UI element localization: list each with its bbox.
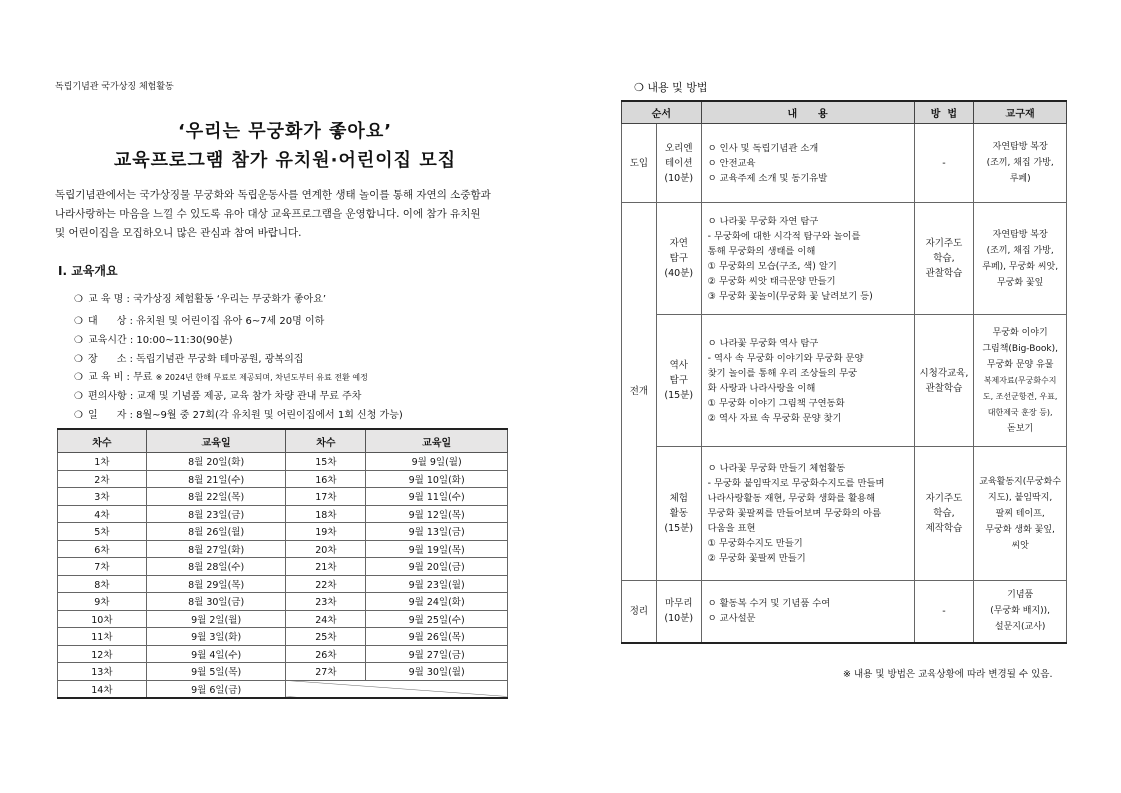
schedule-cell: 9월 19일(목) xyxy=(366,540,508,558)
schedule-cell: 9월 23일(월) xyxy=(366,575,508,593)
tool-line: 자연탐방 복장 xyxy=(992,229,1048,240)
schedule-cell: 26차 xyxy=(286,645,366,663)
page-title-line2: 교육프로그램 참가 유치원·어린이집 모집 xyxy=(113,150,457,171)
program-table xyxy=(621,100,1067,644)
overview-item-fee: ❍ 교 육 비 : 무료 ※ 2024년 한해 무료로 제공되며, 차년도부터 유료 전환 예정 xyxy=(74,372,368,383)
content-line: 나라사랑활동 재현, 무궁화 생화를 활용해 xyxy=(707,493,876,504)
schedule-cell: 9월 3일(화) xyxy=(146,628,286,646)
content-line: 무궁화 꽃팔찌를 만들어보며 무궁화의 아름 xyxy=(707,508,882,519)
schedule-cell: 8월 21일(수) xyxy=(146,470,286,488)
schedule-cell: 9월 10일(화) xyxy=(366,470,508,488)
schedule-cell: 9월 26일(목) xyxy=(366,628,508,646)
schedule-cell: 9차 xyxy=(58,593,147,611)
method-line: 관찰학습 xyxy=(925,382,963,394)
overview-item-name: ❍ 교 육 명 : 국가상징 체험활동 ‘우리는 무궁화가 좋아요’ xyxy=(74,294,327,305)
schedule-cell: 24차 xyxy=(286,610,366,628)
schedule-cell: 5차 xyxy=(58,523,147,541)
schedule-cell: 9월 2일(월) xyxy=(146,610,286,628)
tool-line: 돋보기 xyxy=(1007,423,1034,434)
overview-fee-note: ※ 2024년 한해 무료로 제공되며, 차년도부터 유료 전환 예정 xyxy=(155,373,368,382)
schedule-row xyxy=(58,505,508,523)
schedule-cell: 1차 xyxy=(58,453,147,471)
schedule-cell: 17차 xyxy=(286,488,366,506)
schedule-cell: 25차 xyxy=(286,628,366,646)
content-line: ① 무궁화의 모습(구조, 색) 알기 xyxy=(707,260,837,272)
program-method-cell xyxy=(914,581,974,643)
bullet-icon: ❍ xyxy=(74,372,83,383)
method-line: 시청각교육, xyxy=(919,367,969,379)
tool-line: 복제자료(무궁화수지 xyxy=(983,375,1057,385)
step-line: 활동 xyxy=(669,508,688,519)
section-heading-overview: Ⅰ. 교육개요 xyxy=(58,264,118,278)
content-line: ① 무궁화 이야기 그림책 구연동화 xyxy=(707,397,845,409)
step-line: (15분) xyxy=(664,390,694,401)
schedule-header-cell: 교육일 xyxy=(146,429,286,453)
overview-value: 국가상징 체험활동 ‘우리는 무궁화가 좋아요’ xyxy=(133,294,327,305)
overview-item-time: ❍ 교육시간 : 10:00~11:30(90분) xyxy=(74,335,233,346)
schedule-cell: 8월 29일(목) xyxy=(146,575,286,593)
intro-paragraph xyxy=(55,186,510,243)
overview-item-amenities: ❍ 편의사항 : 교재 및 기념품 제공, 교육 참가 차량 관내 무료 주차 xyxy=(74,391,362,402)
tool-line: 설문지(교사) xyxy=(994,622,1046,633)
content-line: ㅇ 안전교육 xyxy=(707,157,756,169)
schedule-cell: 8월 27일(화) xyxy=(146,540,286,558)
bullet-icon: ❍ xyxy=(74,316,83,327)
content-line: 통해 무궁화의 생태를 이해 xyxy=(707,245,816,257)
program-step-cell xyxy=(656,203,701,315)
step-line: 테이션 xyxy=(664,157,693,169)
overview-item-target: ❍ 대 상 : 유치원 및 어린이집 유아 6~7세 20명 이하 xyxy=(74,316,325,327)
schedule-header-cell: 차수 xyxy=(58,429,147,453)
schedule-cell: 16차 xyxy=(286,470,366,488)
tool-line: 팔찌 테이프, xyxy=(995,508,1045,519)
method-line: 학습, xyxy=(933,253,955,264)
content-line: - 무궁화에 대한 시각적 탐구와 놀이를 xyxy=(707,230,861,242)
program-header-row xyxy=(622,101,1067,124)
schedule-row xyxy=(58,523,508,541)
schedule-cell: 18차 xyxy=(286,505,366,523)
schedule-cell: 20차 xyxy=(286,540,366,558)
program-content-cell xyxy=(701,315,914,447)
program-method-cell xyxy=(914,203,974,315)
content-line: ② 무궁화 꽃팔찌 만들기 xyxy=(707,553,806,564)
schedule-cell: 9월 20일(금) xyxy=(366,558,508,576)
schedule-row xyxy=(58,645,508,663)
schedule-row xyxy=(58,680,508,698)
schedule-cell: 22차 xyxy=(286,575,366,593)
tool-line: 도, 조선군항견, 우표, xyxy=(982,391,1058,401)
schedule-cell: 8월 30일(금) xyxy=(146,593,286,611)
content-line: 다움을 표현 xyxy=(707,523,756,534)
content-line: ① 무궁화수지도 만들기 xyxy=(707,538,803,549)
schedule-cell: 2차 xyxy=(58,470,147,488)
schedule-cell: 8월 22일(목) xyxy=(146,488,286,506)
overview-value: 유치원 및 어린이집 유아 6~7세 20명 이하 xyxy=(136,316,325,327)
schedule-cell: 9월 25일(수) xyxy=(366,610,508,628)
method-line: 자기주도 xyxy=(925,493,963,504)
program-section-heading: ❍ 내용 및 방법 xyxy=(634,81,708,94)
program-step-cell xyxy=(656,315,701,447)
content-line: 찾기 놀이를 통해 우리 조상들의 무궁 xyxy=(707,367,858,379)
step-line: (15분) xyxy=(664,523,694,534)
tool-line: 교육활동지(무궁화수 xyxy=(979,476,1062,487)
program-content-cell xyxy=(701,124,914,203)
tool-line: 대한제국 훈장 등), xyxy=(987,407,1053,417)
step-line: 오리엔 xyxy=(664,142,693,154)
schedule-header-cell: 교육일 xyxy=(366,429,508,453)
tool-line: (조끼, 채집 가방, xyxy=(986,158,1054,168)
schedule-cell: 9월 13일(금) xyxy=(366,523,508,541)
schedule-cell: 8월 28일(수) xyxy=(146,558,286,576)
step-line: 탐구 xyxy=(669,375,688,386)
overview-label: 교 육 비 xyxy=(88,372,124,383)
schedule-cell: 8월 26일(월) xyxy=(146,523,286,541)
schedule-row xyxy=(58,488,508,506)
content-line: - 무궁화 붙임딱지로 무궁화수지도를 만들며 xyxy=(707,478,885,489)
method-line: 관찰학습 xyxy=(925,268,963,279)
schedule-cell: 13차 xyxy=(58,663,147,681)
schedule-cell: 3차 xyxy=(58,488,147,506)
content-line: ③ 무궁화 꽃놀이(무궁화 꽃 날려보기 등) xyxy=(707,290,873,302)
method-line: 제작학습 xyxy=(925,523,963,534)
schedule-row xyxy=(58,593,508,611)
schedule-cell: 27차 xyxy=(286,663,366,681)
tool-line: 기념품 xyxy=(1007,590,1034,601)
content-line: ㅇ 교육주제 소개 및 동기유발 xyxy=(707,172,828,184)
content-line: ㅇ 나라꽃 무궁화 역사 탐구 xyxy=(707,337,819,349)
bullet-icon: ❍ xyxy=(74,294,83,305)
schedule-cell: 8월 20일(화) xyxy=(146,453,286,471)
schedule-cell: 9월 5일(목) xyxy=(146,663,286,681)
schedule-cell: 9월 11일(수) xyxy=(366,488,508,506)
program-stage-cell: 정리 xyxy=(622,581,657,643)
program-method-cell xyxy=(914,124,974,203)
schedule-cell: 9월 12일(목) xyxy=(366,505,508,523)
tool-line: 루페), 무궁화 씨앗, xyxy=(982,261,1059,272)
bullet-icon: ❍ xyxy=(74,335,83,346)
step-line: 자연 xyxy=(669,238,688,249)
content-line: ㅇ 나라꽃 무궁화 자연 탐구 xyxy=(707,215,819,227)
program-row xyxy=(622,581,1067,643)
tool-line: 자연탐방 복장 xyxy=(992,142,1048,152)
schedule-cell: 9월 27일(금) xyxy=(366,645,508,663)
schedule-cell: 11차 xyxy=(58,628,147,646)
schedule-cell: 23차 xyxy=(286,593,366,611)
method-line: 학습, xyxy=(933,508,955,519)
content-line: ㅇ 나라꽃 무궁화 만들기 체험활동 xyxy=(707,463,846,474)
content-line: ② 역사 자료 속 무궁화 문양 찾기 xyxy=(707,412,842,424)
overview-label: 일 자 xyxy=(88,410,127,421)
overview-item-date: ❍ 일 자 : 8월~9월 중 27회(각 유치원 및 어린이집에서 1회 신청 가능) xyxy=(74,410,403,421)
overview-value: 독립기념관 무궁화 테마공원, 광복의집 xyxy=(136,354,304,365)
schedule-cell: 9월 9일(월) xyxy=(366,453,508,471)
schedule-header-row xyxy=(58,429,508,453)
overview-item-place: ❍ 장 소 : 독립기념관 무궁화 테마공원, 광복의집 xyxy=(74,354,304,365)
page-title-line1: ‘우리는 무궁화가 좋아요’ xyxy=(177,121,393,142)
program-header-cell: 순서 xyxy=(622,101,702,124)
tool-line: 무궁화 꽃잎 xyxy=(997,277,1044,288)
overview-label: 교육시간 xyxy=(88,335,127,346)
program-tools-cell xyxy=(974,447,1067,581)
schedule-cell: 15차 xyxy=(286,453,366,471)
step-line: 탐구 xyxy=(669,253,688,264)
tool-line: (무궁화 배지)), xyxy=(990,606,1051,617)
tool-line: 지도), 붙임딱지, xyxy=(988,492,1053,503)
overview-label: 교 육 명 xyxy=(88,294,124,305)
program-row xyxy=(622,124,1067,203)
schedule-cell: 12차 xyxy=(58,645,147,663)
program-footnote: ※ 내용 및 방법은 교육상황에 따라 변경될 수 있음. xyxy=(843,669,1053,680)
method-line: - xyxy=(942,605,946,617)
schedule-cell: 9월 4일(수) xyxy=(146,645,286,663)
program-step-cell xyxy=(656,581,701,643)
schedule-cell: 8월 23일(금) xyxy=(146,505,286,523)
overview-value: 8월~9월 중 27회(각 유치원 및 어린이집에서 1회 신청 가능) xyxy=(136,410,403,421)
content-line: 화 사랑과 나라사랑을 이해 xyxy=(707,382,816,394)
schedule-cell: 4차 xyxy=(58,505,147,523)
schedule-cell xyxy=(286,680,508,698)
schedule-cell: 10차 xyxy=(58,610,147,628)
schedule-header-cell: 차수 xyxy=(286,429,366,453)
schedule-row xyxy=(58,628,508,646)
intro-line: 나라사랑하는 마음을 느낄 수 있도록 유아 대상 교육프로그램을 운영합니다. 이에 참가 유치원 xyxy=(55,208,481,220)
program-row xyxy=(622,203,1067,315)
overview-value: 무료 xyxy=(133,372,153,383)
schedule-row xyxy=(58,470,508,488)
tool-line: (조끼, 채집 가방, xyxy=(986,245,1054,256)
content-line: ㅇ 인사 및 독립기념관 소개 xyxy=(707,142,819,154)
tool-line: 루페) xyxy=(1009,174,1031,184)
program-header-cell: 교구재 xyxy=(974,101,1067,124)
program-stage-cell: 도입 xyxy=(622,124,657,203)
program-content-cell xyxy=(701,447,914,581)
program-tools-cell xyxy=(974,581,1067,643)
program-content-cell xyxy=(701,203,914,315)
program-row xyxy=(622,315,1067,447)
org-header-label: 독립기념관 국가상징 체험활동 xyxy=(55,82,174,92)
intro-line: 독립기념관에서는 국가상징물 무궁화와 독립운동사를 연계한 생태 놀이를 통해 자연의 소중함과 xyxy=(55,189,491,201)
schedule-cell: 9월 6일(금) xyxy=(146,680,286,698)
step-line: 체험 xyxy=(669,493,688,504)
tool-line: 무궁화 생화 꽃잎, xyxy=(985,524,1055,535)
schedule-cell: 14차 xyxy=(58,680,147,698)
program-row xyxy=(622,447,1067,581)
program-step-cell xyxy=(656,447,701,581)
program-header-cell: 방 법 xyxy=(914,101,974,124)
overview-label: 대 상 xyxy=(88,316,127,327)
schedule-row xyxy=(58,453,508,471)
schedule-table xyxy=(57,428,508,699)
tool-line: 그림책(Big-Book), xyxy=(982,343,1059,354)
tool-line: 무궁화 문양 유물 xyxy=(986,359,1054,370)
program-content-cell xyxy=(701,581,914,643)
schedule-row xyxy=(58,610,508,628)
schedule-cell: 19차 xyxy=(286,523,366,541)
content-line: - 역사 속 무궁화 이야기와 무궁화 문양 xyxy=(707,352,864,364)
program-tools-cell xyxy=(974,203,1067,315)
content-line: ㅇ 교사설문 xyxy=(707,613,756,625)
overview-label: 장 소 xyxy=(88,354,127,365)
overview-value: 10:00~11:30(90분) xyxy=(136,335,233,346)
program-header-cell: 내 용 xyxy=(701,101,914,124)
step-line: (40분) xyxy=(664,268,694,279)
bullet-icon: ❍ xyxy=(74,354,83,365)
content-line: ㅇ 활동복 수거 및 기념품 수여 xyxy=(707,598,831,610)
tool-line: 씨앗 xyxy=(1011,540,1029,551)
program-tools-cell xyxy=(974,124,1067,203)
method-line: - xyxy=(942,157,946,169)
program-stage-cell: 전개 xyxy=(622,203,657,581)
program-tools-cell xyxy=(974,315,1067,447)
bullet-icon: ❍ xyxy=(74,410,83,421)
schedule-row xyxy=(58,575,508,593)
schedule-row xyxy=(58,663,508,681)
program-step-cell xyxy=(656,124,701,203)
schedule-cell: 9월 24일(화) xyxy=(366,593,508,611)
schedule-row xyxy=(58,558,508,576)
tool-line: 무궁화 이야기 xyxy=(992,327,1048,338)
schedule-row xyxy=(58,540,508,558)
program-method-cell xyxy=(914,315,974,447)
method-line: 자기주도 xyxy=(925,238,963,249)
intro-line: 및 어린이집을 모집하오니 많은 관심과 참여 바랍니다. xyxy=(55,227,302,239)
content-line: ② 무궁화 씨앗 태극문양 만들기 xyxy=(707,275,836,287)
schedule-cell: 7차 xyxy=(58,558,147,576)
schedule-cell: 21차 xyxy=(286,558,366,576)
step-line: 마무리 xyxy=(664,598,693,610)
schedule-cell: 6차 xyxy=(58,540,147,558)
schedule-cell: 8차 xyxy=(58,575,147,593)
overview-label: 편의사항 xyxy=(88,391,127,402)
step-line: 역사 xyxy=(669,360,688,371)
schedule-cell: 9월 30일(월) xyxy=(366,663,508,681)
step-line: (10분) xyxy=(664,172,694,184)
bullet-icon: ❍ xyxy=(74,391,83,402)
step-line: (10분) xyxy=(664,613,694,625)
program-method-cell xyxy=(914,447,974,581)
overview-value: 교재 및 기념품 제공, 교육 참가 차량 관내 무료 주차 xyxy=(136,391,362,402)
